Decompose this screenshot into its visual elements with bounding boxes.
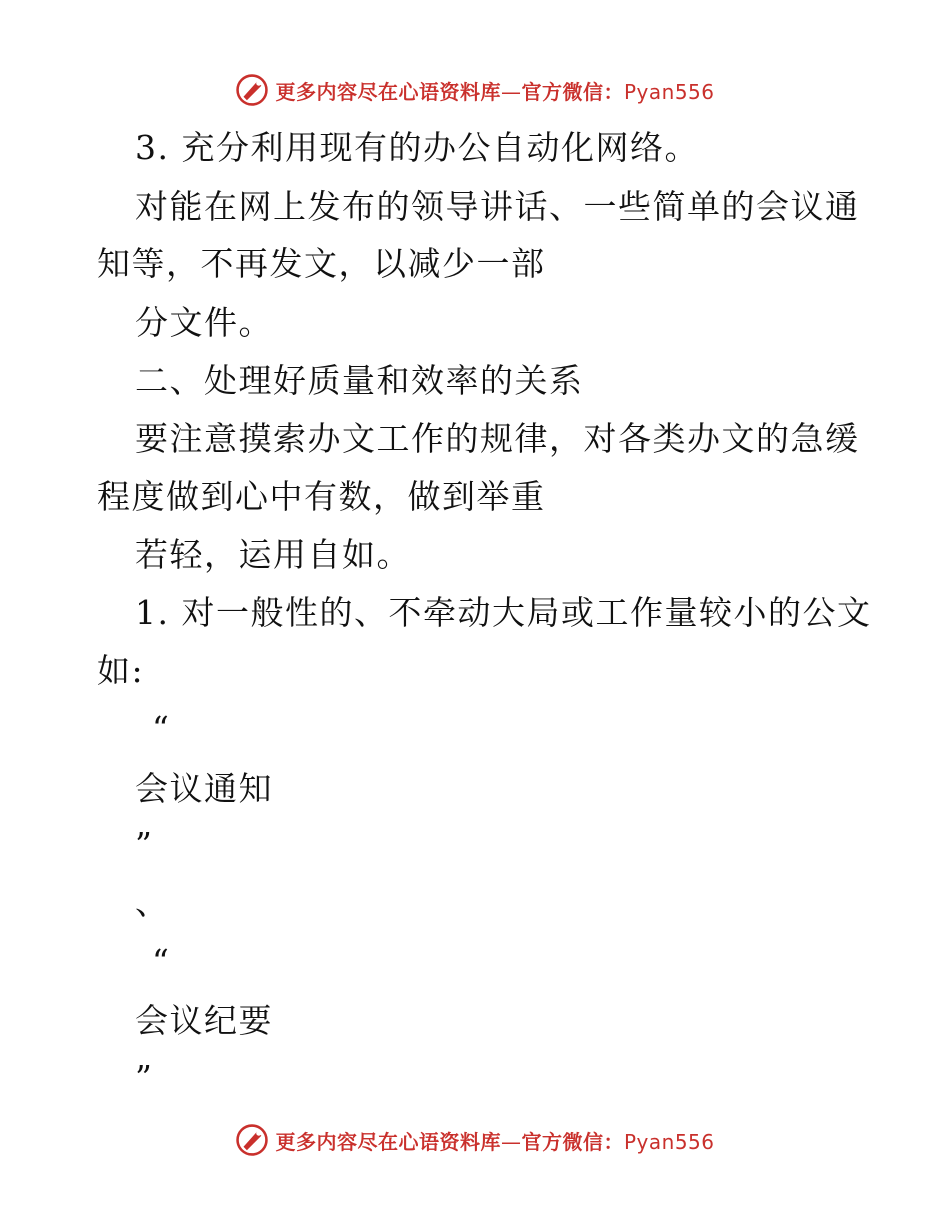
banner-text xyxy=(275,76,714,105)
text-line-7: 程度做到心中有数，做到举重 xyxy=(97,477,546,516)
banner-dash: — xyxy=(500,1129,522,1154)
text-line-10: 如: xyxy=(97,651,145,690)
text-line-8: 若轻，运用自如。 xyxy=(135,535,411,574)
banner-official-label: 官方微信： xyxy=(521,79,624,104)
pen-logo-icon xyxy=(235,1123,269,1157)
banner-main-text: 更多内容尽在心语资料库 xyxy=(275,79,501,104)
text-line-meeting-notice: 会议通知 xyxy=(135,769,273,808)
close-quote-2: ” xyxy=(135,1058,154,1097)
text-line-2: 对能在网上发布的领导讲话、一些简单的会议通 xyxy=(135,187,860,226)
text-line-3: 知等，不再发文，以减少一部 xyxy=(97,244,546,283)
text-line-6: 要注意摸索办文工作的规律，对各类办文的急缓 xyxy=(135,419,860,458)
banner-wechat-id: Pyan556 xyxy=(623,79,715,104)
text-line-9: 1. 对一般性的、不牵动大局或工作量较小的公文 xyxy=(135,593,872,632)
open-quote-2: “ xyxy=(152,942,171,981)
pen-logo-icon xyxy=(235,73,269,107)
section-heading: 二、处理好质量和效率的关系 xyxy=(135,361,584,400)
text-line-1: 3. 充分利用现有的办公自动化网络。 xyxy=(135,128,699,167)
banner-wechat-id: Pyan556 xyxy=(623,1129,715,1154)
banner-text xyxy=(275,1126,714,1155)
text-line-meeting-minutes: 会议纪要 xyxy=(135,1001,273,1040)
text-line-4: 分文件。 xyxy=(135,303,273,342)
banner-main-text: 更多内容尽在心语资料库 xyxy=(275,1129,501,1154)
header-banner xyxy=(0,72,950,108)
banner-official-label: 官方微信： xyxy=(521,1129,624,1154)
open-quote-1: “ xyxy=(152,709,171,748)
footer-banner xyxy=(0,1122,950,1158)
banner-dash: — xyxy=(500,79,522,104)
close-quote-1: ” xyxy=(135,825,154,864)
enumeration-comma: 、 xyxy=(135,883,170,922)
